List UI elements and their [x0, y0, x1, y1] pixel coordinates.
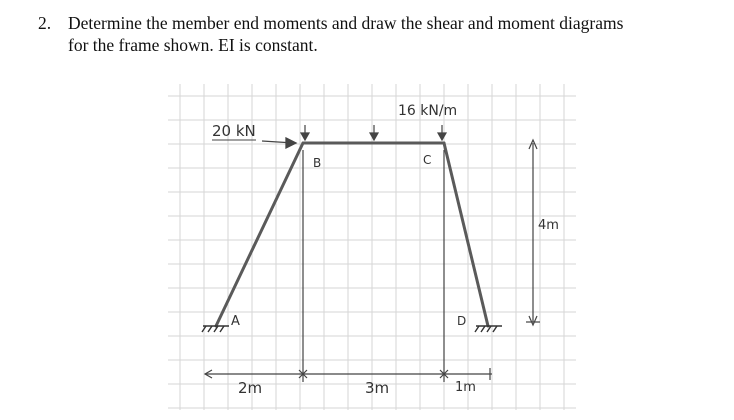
problem-text-1: Determine the member end moments and draw the shear and moment diagrams [68, 13, 624, 33]
distributed-load-label: 16 kN/m [398, 103, 458, 119]
span-label-right: 1m [455, 380, 476, 395]
height-label: 4m [538, 218, 559, 233]
node-label-c: C [423, 153, 432, 167]
member-ab [216, 143, 303, 326]
point-load-arrow [262, 138, 296, 148]
distributed-load-arrows [301, 125, 446, 140]
node-label-b: B [313, 156, 322, 170]
frame-members [216, 143, 488, 326]
span-label-left: 2m [238, 379, 263, 397]
node-label-a: A [231, 314, 240, 329]
member-cd [444, 143, 488, 326]
node-label-d: D [457, 314, 467, 328]
span-label-mid: 3m [365, 379, 390, 397]
point-load-label: 20 kN [212, 122, 256, 140]
problem-line-2: for the frame shown. EI is constant. [68, 35, 318, 55]
problem-number: 2. [38, 13, 52, 33]
